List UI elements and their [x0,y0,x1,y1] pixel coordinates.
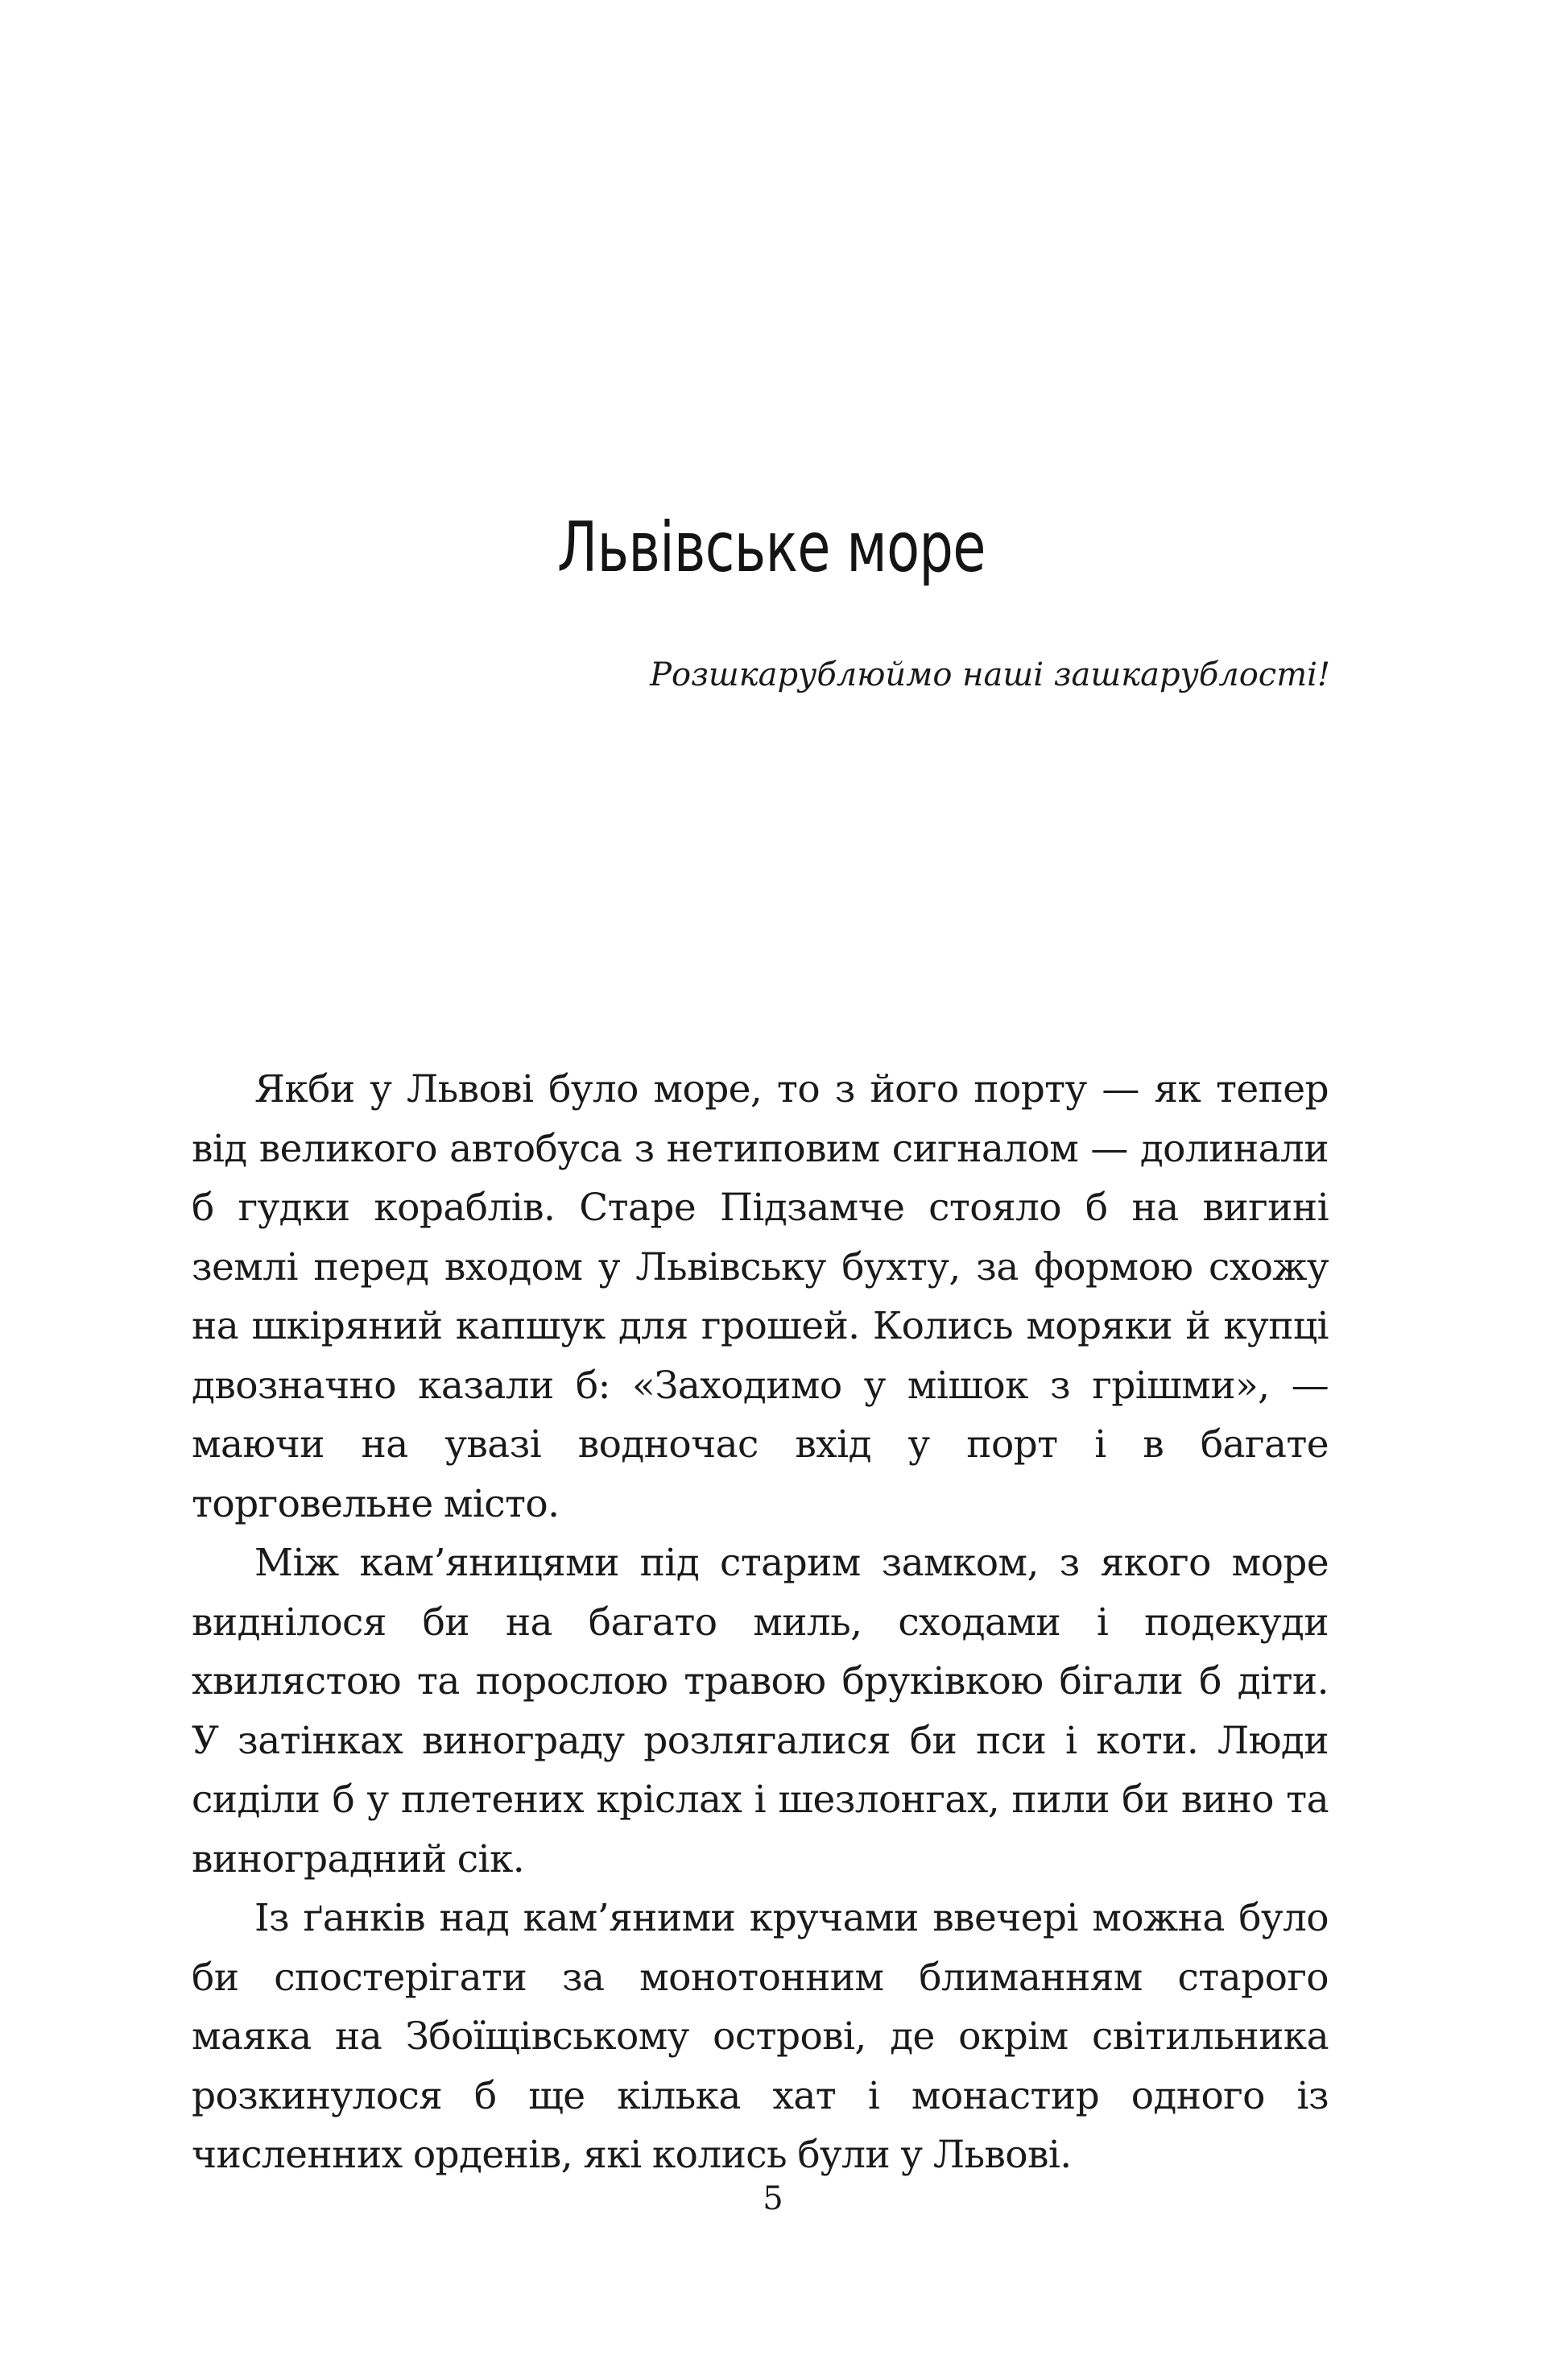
body-text [192,1060,1329,2185]
paragraph: Якби у Львові було море, то з його порту — як тепер від великого автобуса з нетиповим сигналом — долинали б гудки кораблів. Старе Підзамче стояло б на вигині землі перед входом у Львівську бухту, за формою схожу на шкіряний капшук для грошей. Колись моряки й купці двозначно казали б: «Заходимо у мішок з грішми», — маючи на увазі водночас вхід у порт і в багате торговельне місто. [192,1067,1329,1526]
chapter-title: Львівське море [556,507,986,588]
page-number: 5 [763,2180,783,2217]
paragraph: Між кам’яницями під старим замком, з якого море виднілося би на багато миль, сходами і подекуди хвилястою та порослою травою бруківкою бігали б діти. У затінках винограду розлягалися би пси і коти. Люди сиділи б у плетених кріслах і шезлонгах, пили би вино та виноградний сік. [192,1541,1329,1881]
paragraph: Із ґанків над кам’яними кручами ввечері можна було би спостерігати за монотонним блиманням старого маяка на Збоїщівському острові, де окрім світильника розкинулося б ще кілька хат і монастир одного із численних орденів, які колись були у Львові. [192,1896,1329,2177]
epigraph: Розшкарублюймо наші зашкарублості! [650,656,1330,693]
